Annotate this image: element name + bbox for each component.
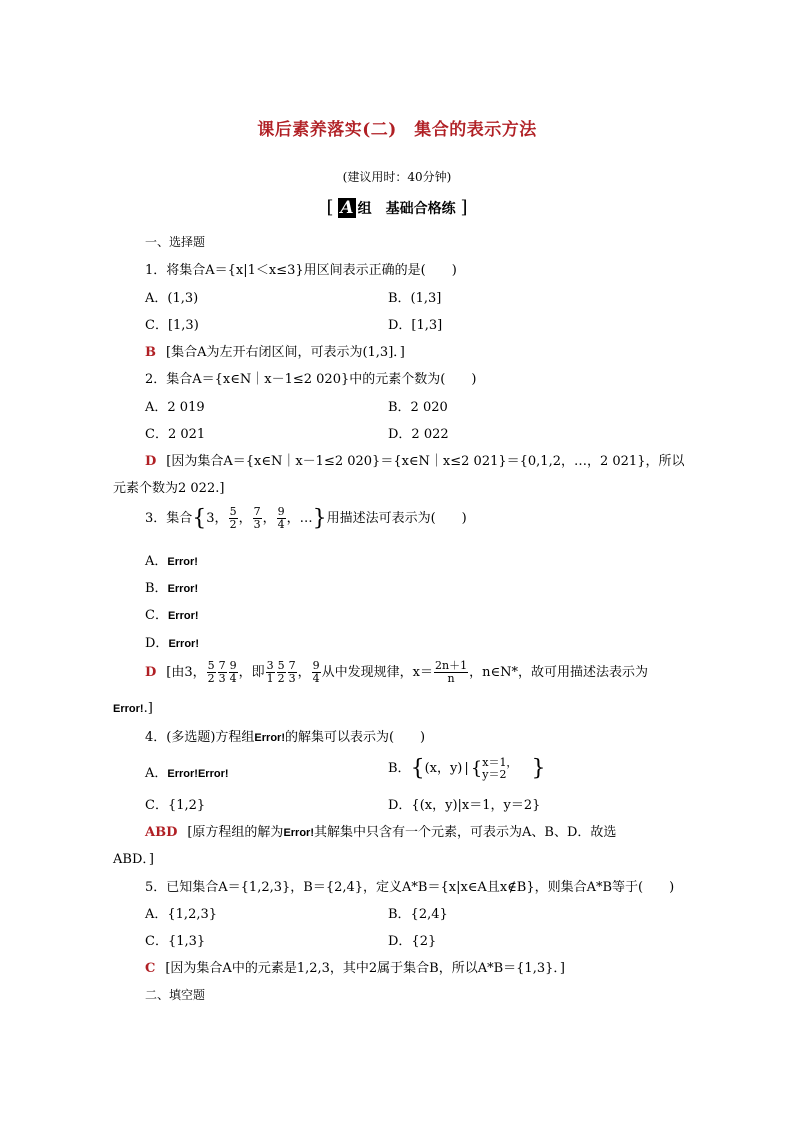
q1-option-d: D．[1,3] [388, 318, 443, 333]
q3-set-end: ，… [286, 511, 313, 526]
q2-option-a: A．2 019 [145, 400, 205, 415]
q1-option-b: B．(1,3] [388, 291, 442, 306]
suggested-time: (建议用时：40分钟) [342, 170, 452, 184]
group-label: 组 基础合格练 [357, 201, 456, 217]
question-3-stem: 3．集合{3， $\frac{5}{2}$ ， $\frac{7}{3}$ ， $\frac{9}{4}$ ，…}用描述法可表示为( ) [145, 505, 467, 531]
question-1-stem: 1．将集合A＝{x|1＜x≤3}用区间表示正确的是( ) [145, 263, 457, 278]
q3-answer-key: D [145, 665, 157, 680]
q5-answer [145, 957, 565, 976]
q4-option-b: B．{(x，y) | { x＝1， y＝2 } [388, 755, 546, 781]
q5-answer-key: C [145, 961, 156, 976]
q3-option-c: C．Error! [145, 608, 199, 623]
q2-option-b: B．2 020 [388, 400, 448, 415]
question-5-stem: 5．已知集合A＝{1,2,3}，B＝{2,4}，定义A*B＝{x|x∈A且x∉B}，则集合A*B等于( ) [145, 880, 675, 895]
q1-answer-key: B [145, 345, 156, 360]
q1-option-a: A．(1,3) [145, 291, 199, 306]
q1-answer [145, 341, 405, 360]
q2-explanation-line2: 元素个数为2 022.] [113, 481, 225, 496]
q3-option-a: A．Error! [145, 554, 198, 569]
q4-option-d: D．{(x，y)|x＝1，y＝2} [388, 798, 541, 813]
q5-option-c: C．{1,3} [145, 934, 206, 949]
q1-option-c: C．[1,3) [145, 318, 199, 333]
fraction: $\frac{7}{3}$ [253, 505, 261, 531]
q3-option-d: D．Error! [145, 636, 199, 651]
q5-explanation: [因为集合A中的元素是1,2,3，其中2属于集合B，所以A*B＝{1,3}．] [165, 961, 565, 976]
q4-option-a: A．Error!Error! [145, 766, 229, 781]
fraction: $\frac{5}{2}$ [229, 505, 237, 531]
left-bracket: [ [326, 197, 334, 218]
right-brace: } [312, 506, 327, 531]
q2-option-d: D．2 022 [388, 427, 449, 442]
q5-option-d: D．{2} [388, 934, 437, 949]
q5-option-a: A．{1,2,3} [145, 907, 218, 922]
q5-option-b: B．{2,4} [388, 907, 448, 922]
q3-answer: D [由3， $\frac{5}{2}$ $\frac{7}{3}$ $\frac{9}{4}$ ，即 $\frac{3}{1}$ $\frac{5}{2}$ $\frac{7}{3}$ ， $\frac{9}{4}$ 从中发现规律，x＝ $\frac{2n+1}{n}$ ，n∈N*，故可用描述法表示为 [145, 659, 648, 685]
q3-set-start: 3， [206, 511, 228, 526]
q2-answer-key: D [145, 454, 157, 469]
q2-option-c: C．2 021 [145, 427, 206, 442]
q4-option-c: C．{1,2} [145, 798, 206, 813]
q3-stem-prefix: 3．集合 [145, 511, 193, 526]
q1-explanation: [集合A为左开右闭区间，可表示为(1,3]．] [166, 345, 405, 360]
right-bracket: ] [460, 197, 468, 218]
question-2-stem: 2．集合A＝{x∈N｜x－1≤2 020}中的元素个数为( ) [145, 372, 477, 387]
q4-answer-key: ABD [145, 825, 178, 840]
q3-stem-suffix: 用描述法可表示为( ) [326, 511, 467, 526]
q3-option-b: B．Error! [145, 581, 199, 596]
section-heading-2: 二、填空题 [145, 988, 206, 1002]
equation-system: x＝1， y＝2 [482, 755, 518, 781]
group-heading [0, 197, 794, 218]
q3-explanation-line2: Error!.] [113, 701, 153, 716]
section-heading: 一、选择题 [145, 235, 206, 249]
left-brace: { [192, 506, 207, 531]
fraction: $\frac{9}{4}$ [277, 505, 285, 531]
page-title: 课后素养落实(二) 集合的表示方法 [257, 120, 537, 140]
q2-explanation-line1: [因为集合A＝{x∈N｜x－1≤2 020}＝{x∈N｜x≤2 021}＝{0,1,2，…，2 021}，所以 [166, 454, 685, 469]
q4-explanation-line2: ABD．] [113, 852, 154, 867]
question-4-stem: 4．(多选题)方程组Error!的解集可以表示为( ) [145, 730, 426, 745]
q2-answer [145, 450, 684, 469]
q4-answer: ABD [原方程组的解为Error!其解集中只含有一个元素，可表示为A、B、D．故选 [145, 825, 617, 840]
group-letter: A [340, 198, 354, 218]
left-brace: { [410, 756, 425, 781]
